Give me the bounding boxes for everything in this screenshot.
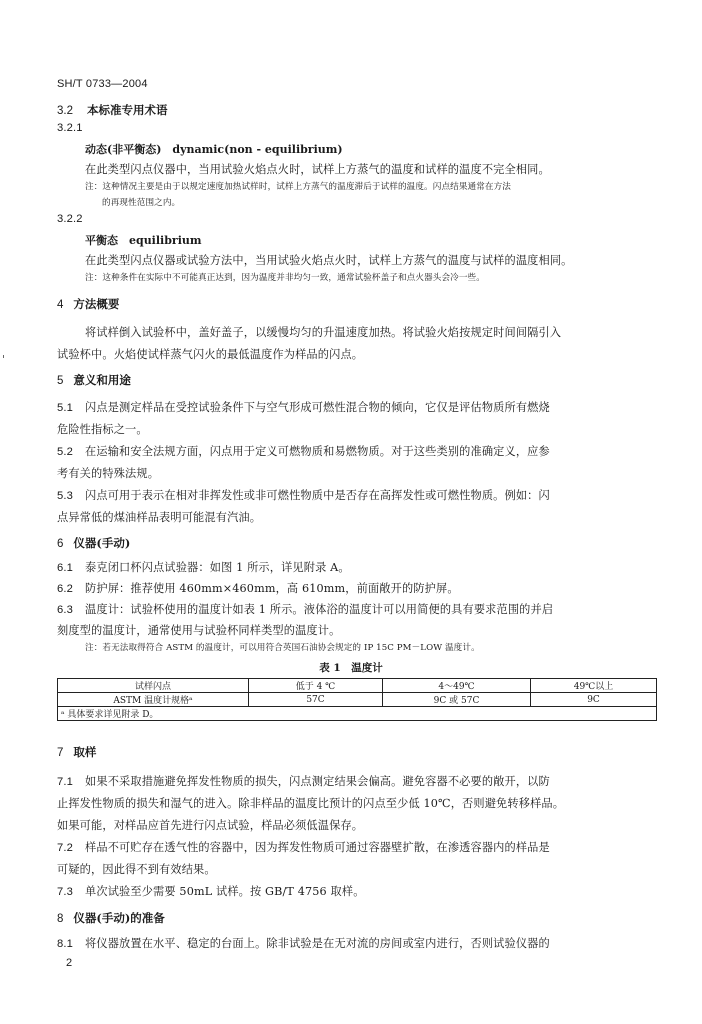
clause-5-1-line2: 危险性指标之一。 <box>57 423 148 436</box>
clause-6-3-line2: 刻度型的温度计，通常使用与试验杯同样类型的温度计。 <box>57 624 341 637</box>
section-4-heading: 4 方法概要 <box>57 297 120 311</box>
section-4-para-line2: 试验杯中。火焰使试样蒸气闪火的最低温度作为样品的闪点。 <box>57 348 364 361</box>
thermometer-table <box>57 678 657 721</box>
clause-7-3: 7.3 单次试验至少需要 50mL 试样。按 GB/T 4756 取样。 <box>57 885 365 898</box>
table-header-cell: 低于 4 ℃ <box>249 679 383 693</box>
section-8-heading: 8 仪器(手动)的准备 <box>57 911 165 925</box>
table-cell: 9C <box>531 693 657 707</box>
section-4-para-line1: 将试样倒入试验杯中，盖好盖子，以缓慢均匀的升温速度加热。将试验火焰按规定时间间隔引入 <box>85 326 562 339</box>
clause-5-1-line1: 5.1 闪点是测定样品在受控试验条件下与空气形成可燃性混合物的倾向，它仅是评估物质所有燃烧 <box>57 401 550 414</box>
standard-code-header: SH/T 0733—2004 <box>57 78 148 90</box>
margin-mark <box>3 355 4 358</box>
clause-7-1-line2: 止挥发性物质的损失和湿气的进入。除非样品的温度比预计的闪点至少低 10℃，否则避免转移样品。 <box>57 797 565 810</box>
clause-7-1-line1: 7.1 如果不采取措施避免挥发性物质的损失，闪点测定结果会偏高。避免容器不必要的敞开，以防 <box>57 775 550 788</box>
clause-5-3-line2: 点异常低的煤油样品表明可能混有汽油。 <box>57 511 262 524</box>
note-dynamic-line1: 注：这种情况主要是由于以规定速度加热试样时，试样上方蒸气的温度滞后于试样的温度。闪点结果通常在方法 <box>85 182 511 192</box>
clause-8-1-line1: 8.1 将仪器放置在水平、稳定的台面上。除非试验是在无对流的房间或室内进行，否则试验仪器的 <box>57 937 550 950</box>
section-6-heading: 6 仪器(手动) <box>57 536 131 550</box>
clause-7-2-line1: 7.2 样品不可贮存在透气性的容器中，因为挥发性物质可通过容器壁扩散，在渗透容器内的样品是 <box>57 841 550 854</box>
table-1-caption: 表 1 温度计 <box>319 662 383 674</box>
clause-7-2-line2: 可疑的，因此得不到有效结果。 <box>57 863 216 876</box>
clause-5-2-line1: 5.2 在运输和安全法规方面，闪点用于定义可燃物质和易燃物质。对于这些类别的准确定义，应参 <box>57 445 550 458</box>
clause-3-2-2-number: 3.2.2 <box>57 213 83 225</box>
section-5-heading: 5 意义和用途 <box>57 373 131 387</box>
table-header-cell: 试样闪点 <box>58 679 249 693</box>
definition-equilibrium: 在此类型闪点仪器或试验方法中，当用试验火焰点火时，试样上方蒸气的温度与试样的温度相同。 <box>85 254 573 267</box>
clause-6-3-line1: 6.3 温度计：试验杯使用的温度计如表 1 所示。液体浴的温度计可以用简便的具有要求范围的并启 <box>57 603 554 616</box>
table-cell: 57C <box>249 693 383 707</box>
clause-3-2-heading: 3.2 本标准专用术语 <box>57 103 168 117</box>
clause-7-1-line3: 如果可能，对样品应首先进行闪点试验，样品必须低温保存。 <box>57 819 364 832</box>
table-cell: ASTM 温度计规格ᵃ <box>58 693 249 707</box>
clause-5-2-line2: 考有关的特殊法规。 <box>57 467 160 480</box>
note-thermometer: 注：若无法取得符合 ASTM 的温度计，可以用符合英国石油协会规定的 IP 15C PM－LOW 温度计。 <box>85 643 480 653</box>
note-dynamic-line2: 的再现性范围之内。 <box>102 198 181 208</box>
clause-3-2-1-number: 3.2.1 <box>57 122 83 134</box>
note-equilibrium: 注：这种条件在实际中不可能真正达到，因为温度并非均匀一致，通常试验杯盖子和点火器头会冷一些。 <box>85 273 485 283</box>
term-dynamic: 动态(非平衡态) dynamic(non - equilibrium) <box>85 143 343 156</box>
section-7-heading: 7 取样 <box>57 745 97 759</box>
table-footnote-row <box>58 707 657 721</box>
term-equilibrium: 平衡态 equilibrium <box>85 234 202 247</box>
clause-6-2: 6.2 防护屏：推荐使用 460mm×460mm，高 610mm，前面敞开的防护屏。 <box>57 582 459 595</box>
definition-dynamic: 在此类型闪点仪器中，当用试验火焰点火时，试样上方蒸气的温度和试样的温度不完全相同。 <box>85 163 550 176</box>
page-number: 2 <box>66 957 73 969</box>
clause-5-3-line1: 5.3 闪点可用于表示在相对非挥发性或非可燃性物质中是否存在高挥发性或可燃性物质。例如：闪 <box>57 489 550 502</box>
table-header-row <box>58 679 657 693</box>
table-row <box>58 693 657 707</box>
table-footnote: ᵃ 具体要求详见附录 D。 <box>58 707 657 721</box>
clause-6-1: 6.1 泰克闭口杯闪点试验器：如图 1 所示，详见附录 A。 <box>57 561 350 574</box>
table-header-cell: 4～49℃ <box>383 679 531 693</box>
table-header-cell: 49℃以上 <box>531 679 657 693</box>
table-cell: 9C 或 57C <box>383 693 531 707</box>
